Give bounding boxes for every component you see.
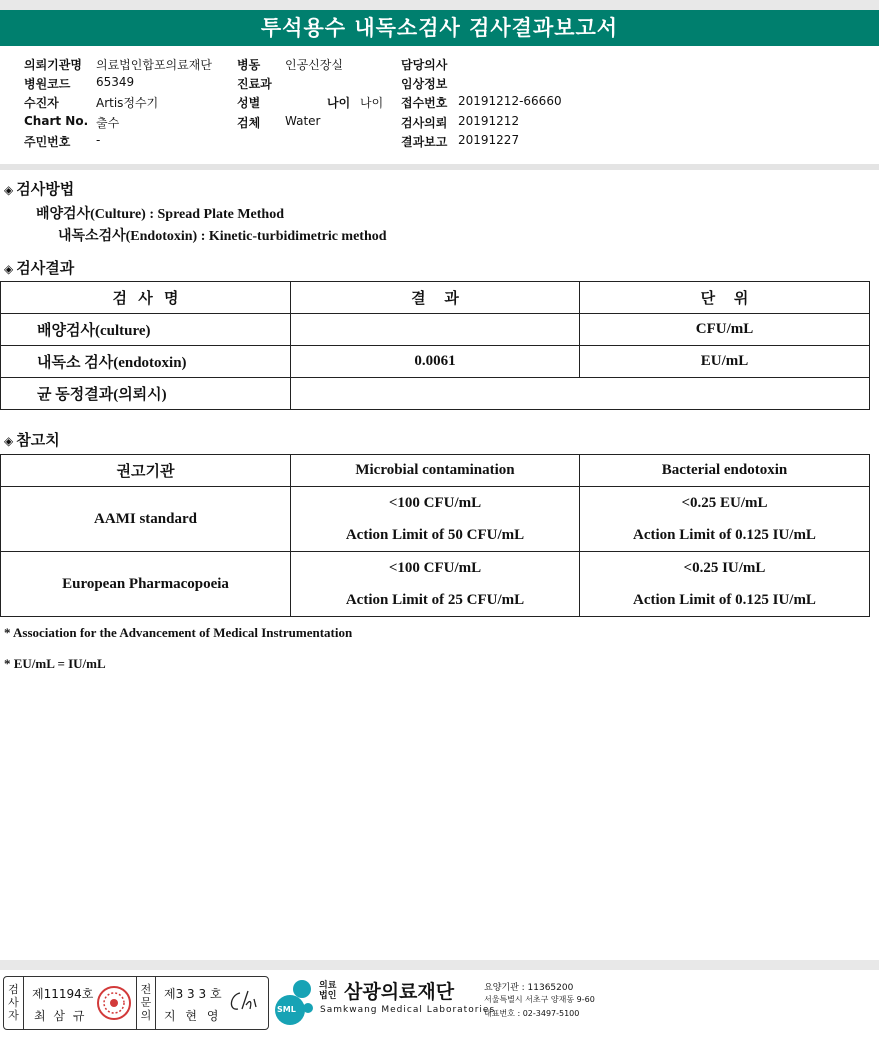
limit-line: <0.25 EU/mL bbox=[681, 495, 768, 511]
header-cell: Microbial contamination bbox=[291, 455, 580, 487]
info-label: 진료과 bbox=[237, 77, 272, 91]
table-row bbox=[1, 487, 870, 552]
test-unit: EU/mL bbox=[580, 346, 870, 378]
divider bbox=[0, 164, 879, 170]
limit-line: <100 CFU/mL bbox=[388, 560, 482, 576]
limit-line: Action Limit of 25 CFU/mL bbox=[345, 592, 525, 608]
info-label-age: 나이 bbox=[327, 96, 351, 110]
header-cell: Bacterial endotoxin bbox=[580, 455, 870, 487]
info-label: 병동 bbox=[237, 58, 261, 72]
limit-line: Action Limit of 50 CFU/mL bbox=[345, 527, 525, 543]
limit-line: <0.25 IU/mL bbox=[683, 560, 766, 576]
info-value: 인공신장실 bbox=[285, 58, 343, 72]
section-reference bbox=[4, 429, 60, 450]
test-result: 0.0061 bbox=[291, 346, 580, 378]
agency-name: AAMI standard bbox=[1, 487, 291, 552]
diamond-bullet-icon: ◈ bbox=[4, 183, 14, 197]
specialist-name: 지 현 영 bbox=[164, 1009, 222, 1023]
logo-letters: SML bbox=[277, 1005, 296, 1014]
micro-limit bbox=[291, 552, 580, 617]
endo-limit bbox=[580, 487, 870, 552]
seal-stamp-icon bbox=[96, 985, 132, 1021]
info-label: 의뢰기관명 bbox=[24, 58, 82, 72]
corp-name: 삼광의료재단 bbox=[344, 981, 455, 1003]
test-unit: CFU/mL bbox=[580, 314, 870, 346]
method-endotoxin: 내독소검사(Endotoxin) : Kinetic-turbidimetric method bbox=[58, 229, 387, 244]
footnote: * Association for the Advancement of Medical Instrumentation bbox=[4, 625, 353, 640]
info-value: - bbox=[96, 133, 101, 147]
info-value: 65349 bbox=[96, 75, 135, 89]
specialist-label bbox=[136, 977, 156, 1029]
institution-code: 요양기관 : 11365200 bbox=[484, 983, 574, 993]
info-value: 20191212-66660 bbox=[458, 94, 562, 108]
table-row bbox=[1, 314, 870, 346]
info-value: 의료법인합포의료재단 bbox=[96, 58, 212, 72]
info-label: 주민번호 bbox=[24, 135, 71, 149]
footnote: * EU/mL = IU/mL bbox=[4, 656, 106, 671]
results-table bbox=[0, 281, 870, 410]
info-value-age: 나이 bbox=[360, 96, 384, 110]
info-label: Chart No. bbox=[24, 114, 89, 128]
info-label: 수진자 bbox=[24, 96, 59, 110]
info-value: Water bbox=[285, 114, 321, 128]
info-value: 20191227 bbox=[458, 133, 520, 147]
test-name: 배양검사(culture) bbox=[1, 314, 291, 346]
footer-band bbox=[0, 960, 879, 970]
info-label: 성별 bbox=[237, 96, 261, 110]
test-result bbox=[291, 314, 580, 346]
limit-line: Action Limit of 0.125 IU/mL bbox=[633, 527, 816, 543]
info-label: 임상정보 bbox=[401, 77, 448, 91]
section-method bbox=[4, 178, 74, 199]
table-row bbox=[1, 552, 870, 617]
limit-line: Action Limit of 0.125 IU/mL bbox=[633, 592, 816, 608]
info-label: 검체 bbox=[237, 116, 261, 130]
signature-box bbox=[3, 976, 269, 1030]
top-band bbox=[0, 0, 879, 10]
table-row bbox=[1, 378, 870, 410]
phone: 대표번호 : 02-3497-5100 bbox=[484, 1009, 580, 1018]
table-header-row bbox=[1, 282, 870, 314]
info-label: 병원코드 bbox=[24, 77, 71, 91]
vert-text: 검사자 bbox=[8, 983, 19, 1022]
info-label: 담당의사 bbox=[401, 58, 448, 72]
section-heading: 검사방법 bbox=[16, 180, 75, 198]
corp-english-name: Samkwang Medical Laboratories bbox=[320, 1005, 496, 1015]
report-title: 투석용수 내독소검사 검사결과보고서 bbox=[0, 10, 879, 46]
section-heading: 참고치 bbox=[16, 431, 60, 449]
specialist-license: 제3 3 3 호 bbox=[164, 987, 222, 1001]
micro-limit bbox=[291, 487, 580, 552]
info-value: Artis정수기 bbox=[96, 96, 159, 110]
section-results bbox=[4, 257, 74, 278]
address: 서울특별시 서초구 양재동 9-60 bbox=[484, 995, 595, 1004]
limit-line: <100 CFU/mL bbox=[388, 495, 482, 511]
vert-text: 전문의 bbox=[140, 983, 152, 1022]
info-value: 출수 bbox=[96, 116, 120, 130]
method-culture: 배양검사(Culture) : Spread Plate Method bbox=[36, 207, 285, 222]
sml-logo-icon bbox=[271, 978, 317, 1026]
diamond-bullet-icon: ◈ bbox=[4, 262, 14, 276]
signature-icon bbox=[226, 987, 262, 1017]
header-cell: 단 위 bbox=[580, 282, 870, 314]
corp-type: 의료 법인 bbox=[319, 981, 337, 1001]
endo-limit bbox=[580, 552, 870, 617]
table-row bbox=[1, 346, 870, 378]
tester-label bbox=[4, 977, 24, 1029]
test-name: 균 동정결과(의뢰시) bbox=[1, 378, 291, 410]
info-label: 접수번호 bbox=[401, 96, 448, 110]
table-header-row bbox=[1, 455, 870, 487]
section-heading: 검사결과 bbox=[16, 259, 75, 277]
header-cell: 권고기관 bbox=[1, 455, 291, 487]
test-name: 내독소 검사(endotoxin) bbox=[1, 346, 291, 378]
info-label: 결과보고 bbox=[401, 135, 448, 149]
info-label: 검사의뢰 bbox=[401, 116, 448, 130]
diamond-bullet-icon: ◈ bbox=[4, 434, 14, 448]
header-cell: 결 과 bbox=[291, 282, 580, 314]
reference-table bbox=[0, 454, 870, 617]
agency-name: European Pharmacopoeia bbox=[1, 552, 291, 617]
patient-info bbox=[0, 56, 879, 156]
tester-name: 최 삼 규 bbox=[34, 1009, 87, 1023]
tester-license: 제11194호 bbox=[32, 987, 94, 1001]
header-cell: 검 사 명 bbox=[1, 282, 291, 314]
info-value: 20191212 bbox=[458, 114, 520, 128]
test-result bbox=[291, 378, 870, 410]
